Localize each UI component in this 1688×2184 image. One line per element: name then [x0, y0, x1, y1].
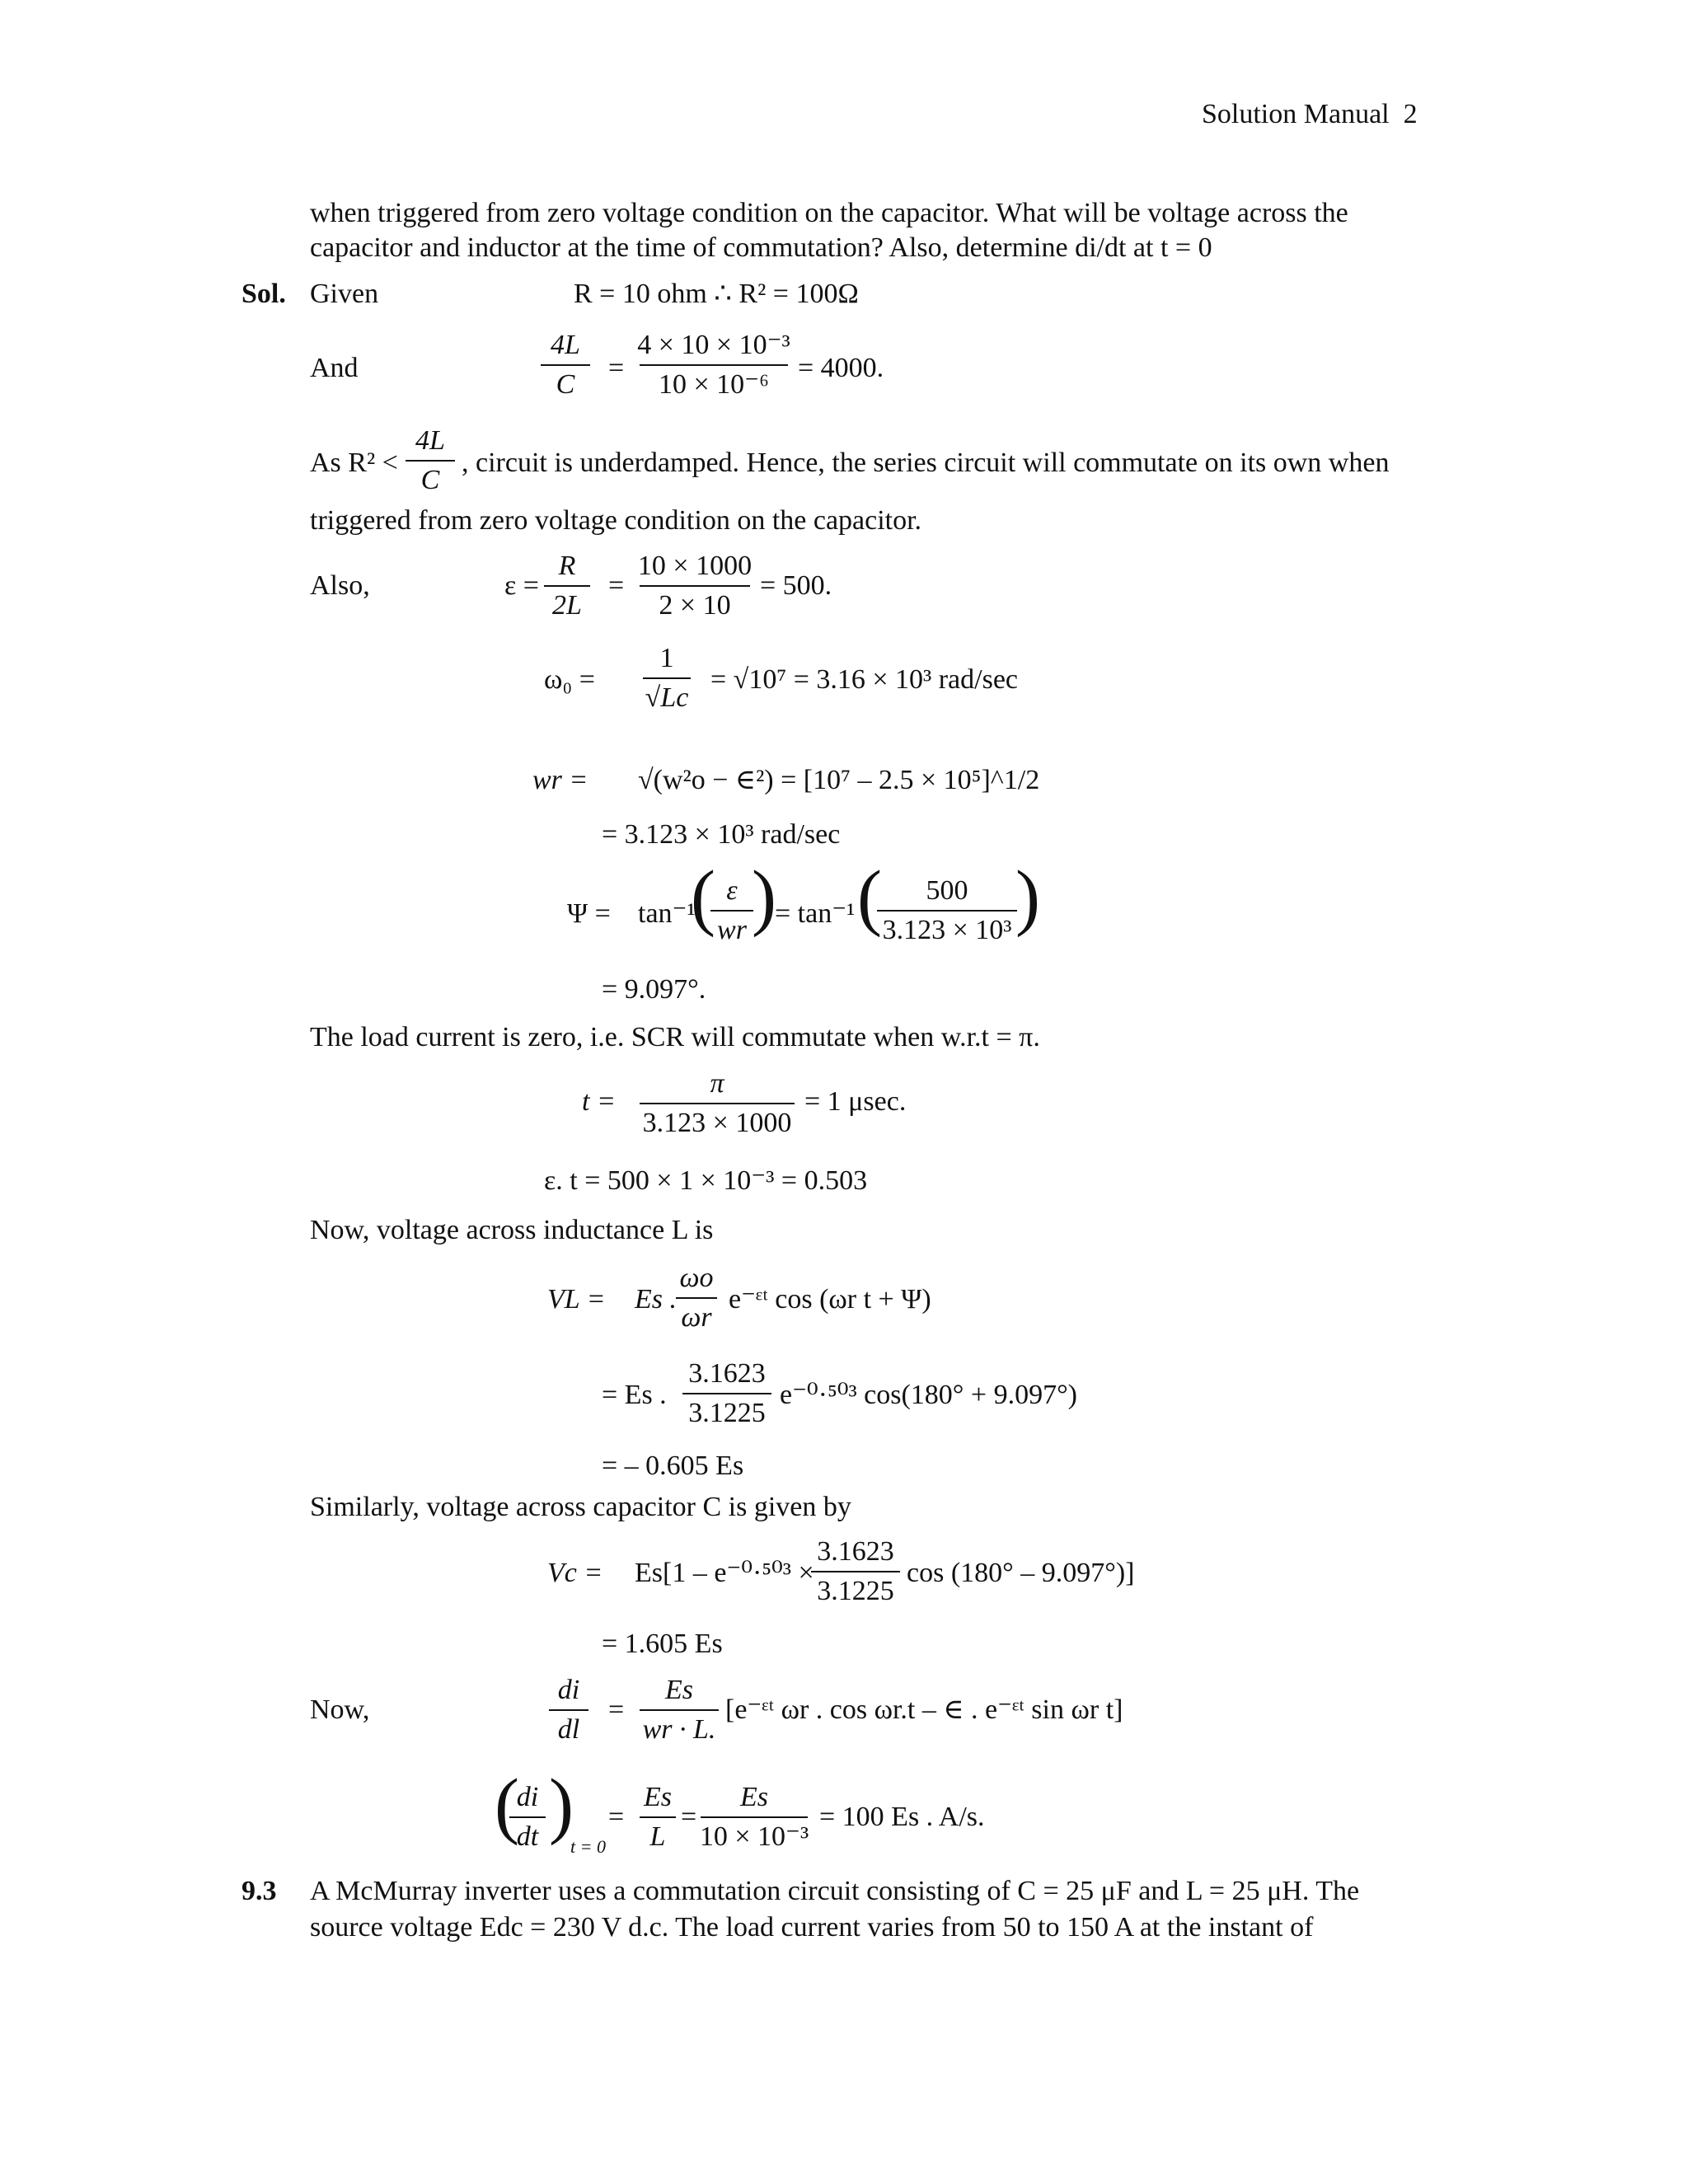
fraction-31623: [682, 1360, 771, 1427]
equals-sign: =: [608, 570, 625, 601]
vc2-result: = 1.605 Es: [602, 1629, 723, 1659]
underdamped-text: , circuit is underdamped. Hence, the series circuit will commutate on its own when: [462, 448, 1390, 478]
frac-num: 10 × 1000: [637, 551, 753, 581]
frac-num: 500: [926, 875, 968, 906]
fraction-es-10e3: [701, 1783, 808, 1851]
sqrt-lc: Lc: [660, 682, 689, 713]
vl3-result: = – 0.605 Es: [602, 1451, 744, 1481]
problem-number: 9.3: [241, 1876, 277, 1906]
t-result: = 1 μsec.: [804, 1086, 907, 1117]
fraction-wo-wr: [676, 1264, 717, 1332]
fraction-500-wr: [877, 877, 1017, 944]
running-header: [1202, 101, 1418, 129]
as-r2-text: As R² <: [310, 448, 398, 478]
frac-den: 3.123 × 10³: [882, 915, 1012, 945]
fraction-pi: [640, 1070, 795, 1137]
frac-num: 4L: [415, 425, 445, 456]
similarly-text: Similarly, voltage across capacitor C is given by: [310, 1492, 851, 1522]
fraction-es-l: [640, 1783, 676, 1851]
fraction-di-dt: [509, 1783, 546, 1851]
paren-open: (: [691, 856, 715, 938]
didt-subscript: t = 0: [570, 1836, 606, 1857]
frac-num: ε: [726, 875, 738, 906]
frac-den: dt: [516, 1821, 539, 1852]
frac-num: π: [710, 1068, 724, 1099]
frac-den: C: [556, 369, 575, 400]
frac-num: 3.1623: [688, 1358, 766, 1389]
paren-open: (: [495, 1765, 519, 1846]
frac-den: C: [420, 465, 440, 495]
page-number: 2: [1403, 99, 1418, 129]
fraction-as-4l-c: [406, 427, 455, 494]
vl-expression: e⁻ᵋᵗ cos (ωr t + Ψ): [729, 1284, 931, 1315]
equals-sign: =: [608, 1694, 625, 1725]
equals-sign: =: [608, 1802, 625, 1832]
eps-result: = 500.: [760, 570, 832, 601]
frac-num: 1: [659, 643, 674, 673]
now-vl-text: Now, voltage across inductance L is: [310, 1215, 714, 1245]
wr-equation: √(w²o − ∈²) = [10⁷ – 2.5 × 10⁵]^1/2: [638, 765, 1040, 795]
frac-den: wr: [717, 915, 747, 945]
triggered-text: triggered from zero voltage condition on the capacitor.: [310, 505, 922, 536]
paren-close: ): [752, 856, 776, 938]
now2-label: Now,: [310, 1694, 370, 1725]
eps-t-line: ε. t = 500 × 1 × 10⁻³ = 0.503: [544, 1165, 868, 1196]
header-title: Solution Manual: [1202, 99, 1390, 129]
frac-den: 3.1225: [817, 1576, 894, 1606]
frac-num: Es: [644, 1782, 672, 1812]
frac-num: di: [516, 1782, 539, 1812]
vc-expression-a: Es[1 – e⁻⁰·⁵⁰³ ×: [635, 1558, 814, 1588]
frac-bar: [676, 1297, 717, 1299]
psi-lhs: Ψ =: [567, 898, 611, 929]
wr-lhs: wr =: [532, 765, 588, 795]
frac-den: 2L: [552, 590, 582, 621]
psi-tan: tan⁻¹: [638, 898, 696, 929]
frac-bar: [643, 677, 691, 679]
vc-expression-b: cos (180° – 9.097°)]: [907, 1558, 1135, 1588]
vl2-expression: e⁻⁰·⁵⁰³ cos(180° + 9.097°): [780, 1380, 1078, 1410]
fraction-di-dl: [549, 1676, 588, 1744]
frac-num: 4 × 10 × 10⁻³: [637, 330, 790, 360]
intro-line-1: when triggered from zero voltage condition on the capacitor. What will be voltage across the: [310, 198, 1348, 228]
fraction-vc: [811, 1538, 900, 1605]
fraction-r-2l: [544, 552, 590, 620]
vc-lhs: Vc =: [547, 1558, 603, 1588]
frac-bar: [640, 1709, 719, 1711]
fraction-eps-value: [637, 551, 753, 621]
vl-es: Es .: [635, 1284, 677, 1315]
frac-num: R: [558, 551, 576, 581]
equals-sign-2: =: [681, 1802, 697, 1832]
t-lhs: t =: [582, 1086, 616, 1117]
frac-num: ωo: [679, 1263, 714, 1293]
frac-den: L: [649, 1821, 666, 1852]
frac-bar: [406, 460, 455, 462]
frac-den: wr · L.: [642, 1714, 716, 1745]
frac-num: di: [557, 1675, 580, 1705]
fraction-es-wrl: [640, 1676, 719, 1744]
problem-line-1: A McMurray inverter uses a commutation circuit consisting of C = 25 μF and L = 25 μH. The: [310, 1876, 1360, 1906]
omega0-result: = √10⁷ = 3.16 × 10³ rad/sec: [710, 664, 1019, 695]
didl-expression: [e⁻ᵋᵗ ωr . cos ωr.t – ∈ . e⁻ᵋᵗ sin ωr t]: [725, 1694, 1123, 1725]
intro-line-2: capacitor and inductor at the time of commutation? Also, determine di/dt at t = 0: [310, 232, 1212, 263]
wr-result: = 3.123 × 10³ rad/sec: [602, 819, 841, 850]
frac-den: dl: [557, 1714, 580, 1745]
fraction-4l-c: [541, 331, 590, 399]
frac-bar: [640, 585, 750, 587]
frac-bar: [549, 1709, 588, 1711]
frac-bar: [640, 1816, 676, 1818]
frac-bar: [640, 364, 788, 366]
fraction-1-sqrt-lc: [643, 644, 691, 712]
frac-den: 3.123 × 1000: [642, 1108, 792, 1138]
frac-bar: [811, 1571, 900, 1572]
frac-bar: [544, 585, 590, 587]
frac-num: Es: [740, 1782, 768, 1812]
frac-num: Es: [665, 1675, 693, 1705]
frac-bar: [541, 364, 590, 366]
paren-open: (: [857, 856, 882, 938]
frac-bar: [640, 1103, 795, 1104]
also-label: Also,: [310, 570, 370, 601]
and-label: And: [310, 353, 359, 383]
problem-line-2: source voltage Edc = 230 V d.c. The load current varies from 50 to 150 A at the instant of: [310, 1912, 1314, 1943]
frac-den: 2 × 10: [659, 590, 731, 621]
resistance-equation: R = 10 ohm ∴ R² = 100Ω: [574, 279, 859, 309]
frac-num: 3.1623: [817, 1536, 894, 1567]
frac-bar: [710, 910, 753, 912]
psi-result: = 9.097°.: [602, 974, 706, 1005]
lc-result: = 4000.: [798, 353, 884, 383]
frac-bar: [509, 1816, 546, 1818]
frac-den: 10 × 10⁻³: [699, 1821, 809, 1852]
vl-lhs: VL =: [547, 1284, 606, 1315]
frac-den: √Lc: [645, 682, 689, 713]
frac-den: 10 × 10⁻⁶: [659, 369, 769, 400]
vl2-es: = Es .: [602, 1380, 667, 1410]
equals-sign: =: [608, 353, 625, 383]
fraction-lc-value: [637, 330, 790, 400]
frac-bar: [682, 1393, 771, 1394]
frac-den: 3.1225: [688, 1398, 766, 1428]
psi-tan2: = tan⁻¹: [775, 898, 856, 929]
load-current-text: The load current is zero, i.e. SCR will commutate when w.r.t = π.: [310, 1022, 1040, 1052]
sol-label: Sol.: [241, 279, 286, 309]
frac-bar: [701, 1816, 808, 1818]
omega0-lhs: ω₀ =: [544, 664, 595, 695]
fraction-eps-wr: [710, 877, 753, 944]
frac-num: 4L: [551, 330, 580, 360]
epsilon-lhs: ε =: [504, 570, 539, 601]
didt-result: = 100 Es . A/s.: [819, 1802, 985, 1832]
frac-den: ωr: [681, 1302, 712, 1333]
given-label: Given: [310, 279, 379, 309]
frac-bar: [877, 910, 1017, 912]
paren-close: ): [1015, 856, 1040, 938]
paren-close: ): [549, 1765, 574, 1846]
